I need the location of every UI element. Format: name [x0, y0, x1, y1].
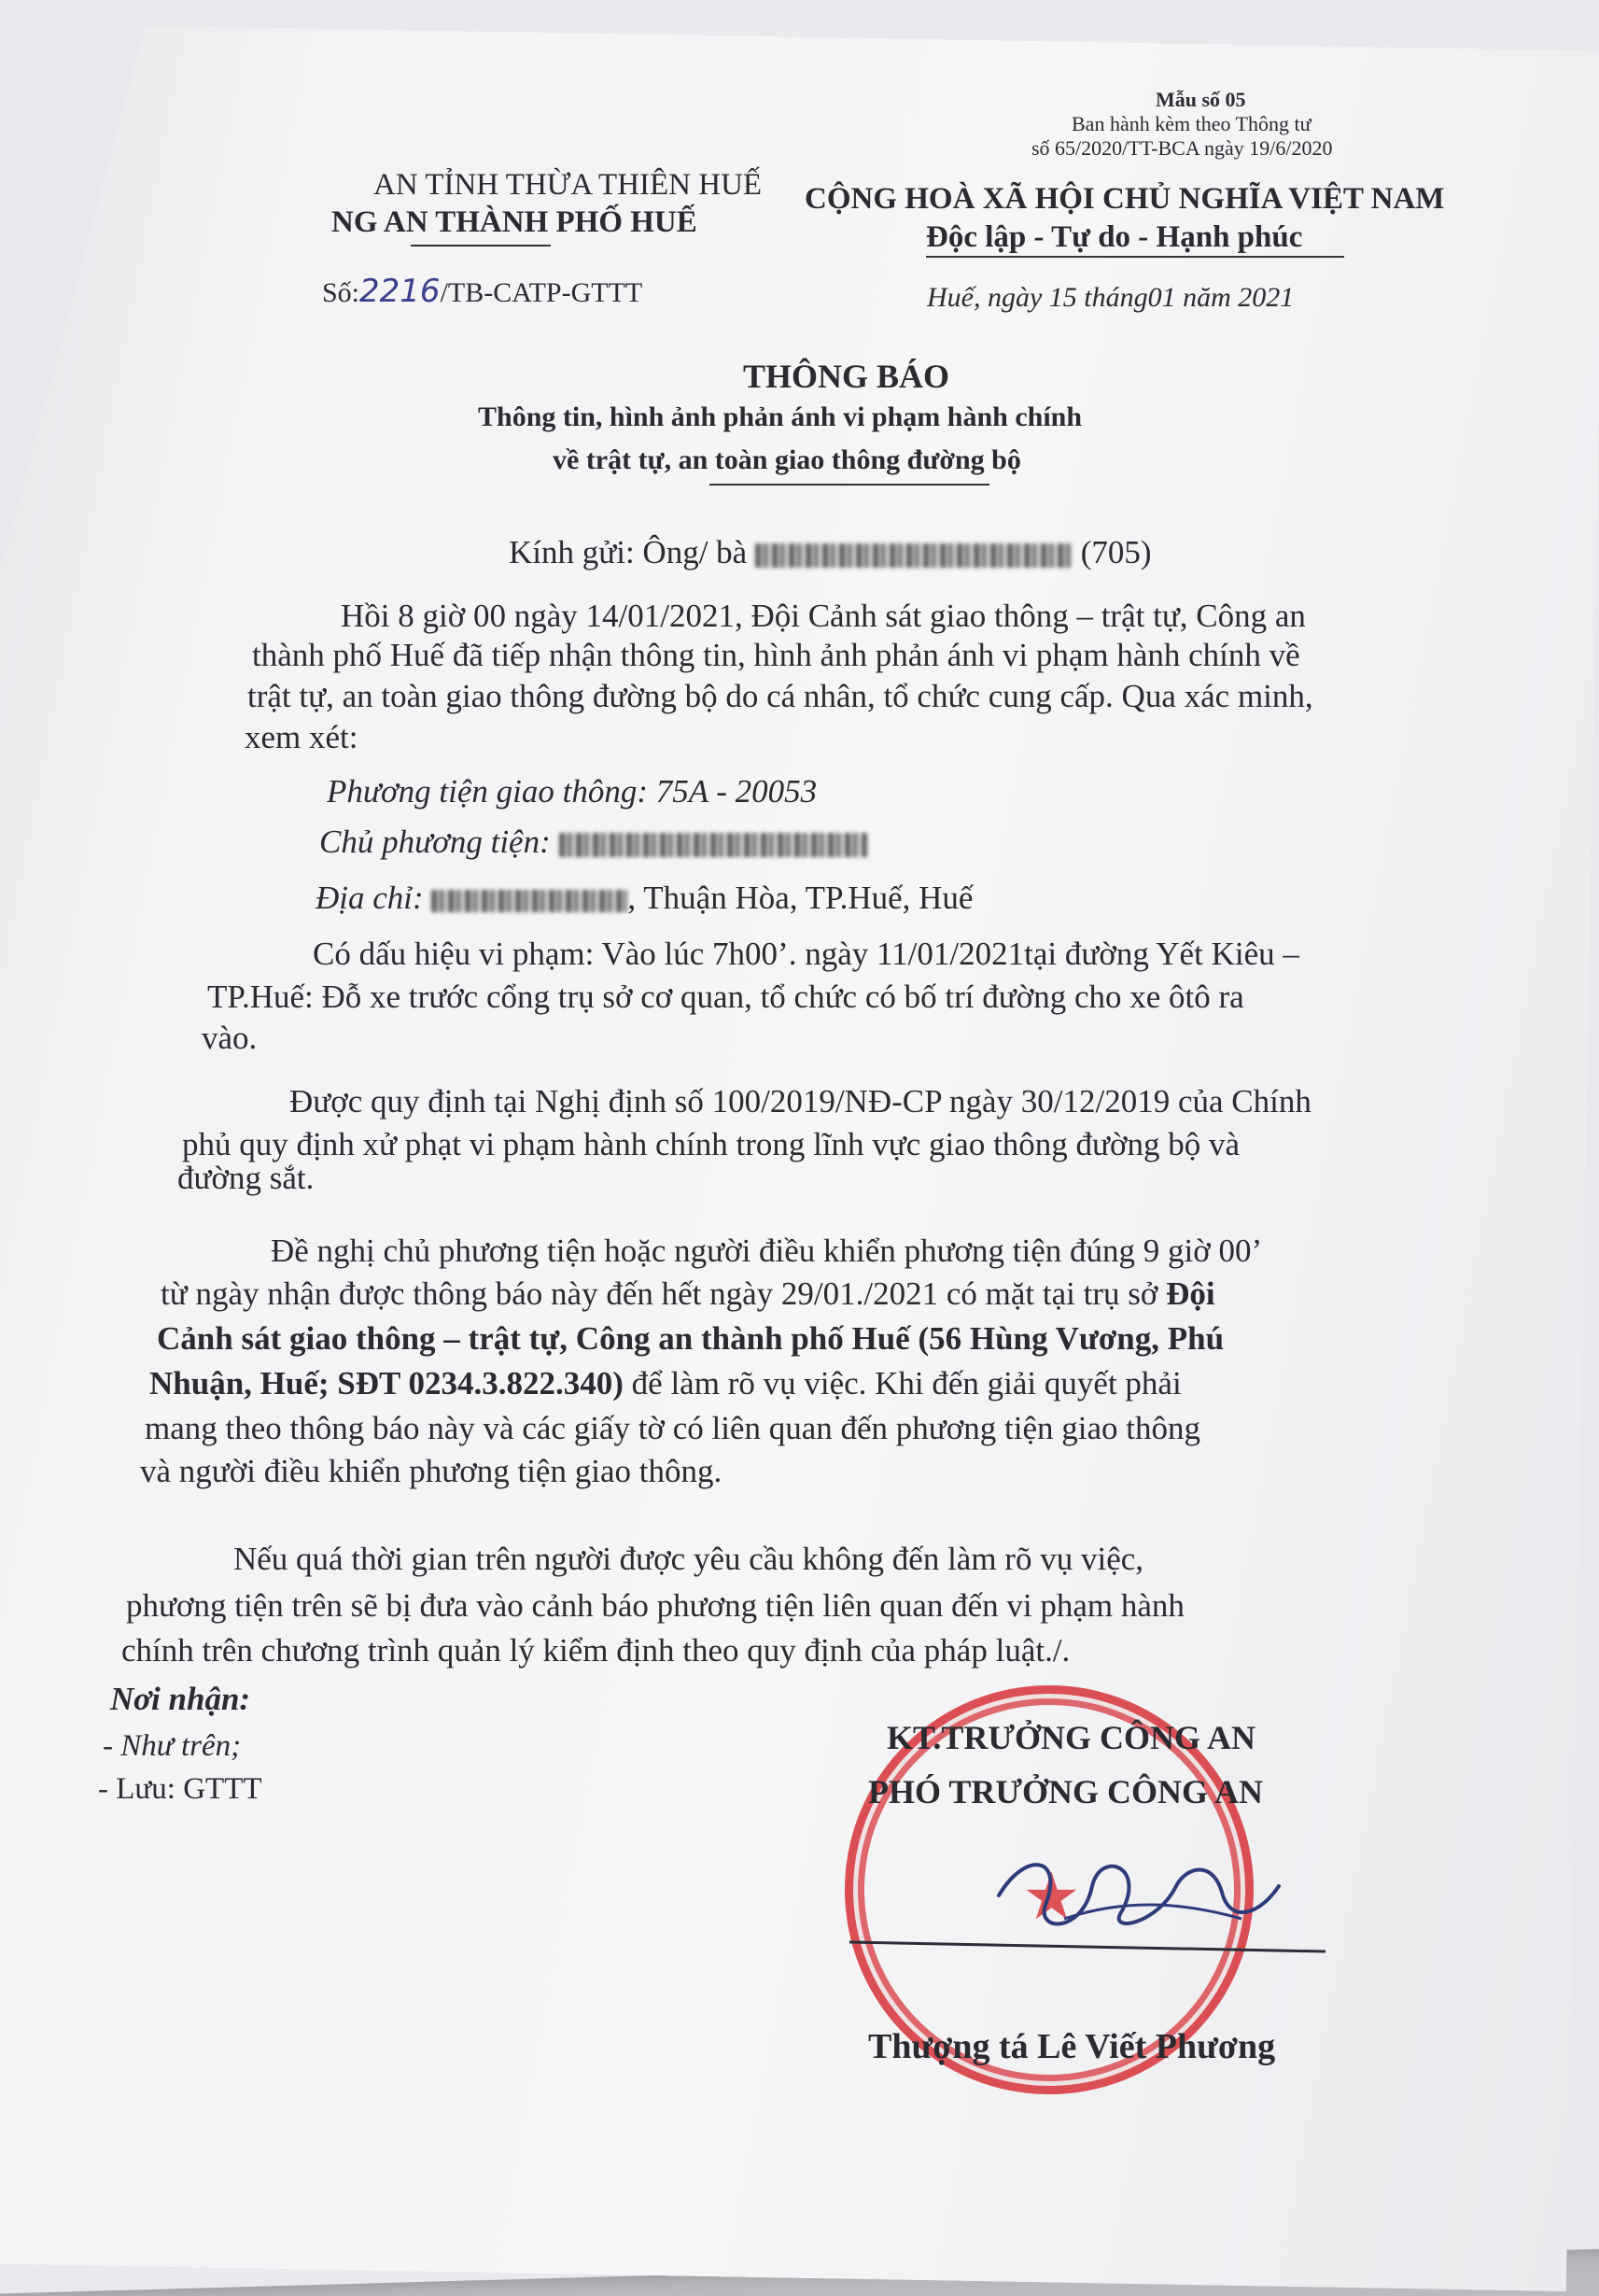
paragraph-receipt-line-4: xem xét: [245, 719, 358, 755]
national-motto: Độc lập - Tự do - Hạnh phúc [926, 220, 1303, 254]
form-circular: số 65/2020/TT-BCA ngày 19/6/2020 [1031, 136, 1333, 160]
document-subtitle-2: về trật tự, an toàn giao thông đường bộ [553, 444, 1021, 475]
agency-line-1: AN TỈNH THỪA THIÊN HUẾ [373, 168, 763, 202]
request-line-4: Nhuận, Huế; SĐT 0234.3.822.340) để làm rõ vụ việc. Khi đến giải quyết phải [149, 1365, 1182, 1402]
document-number: Số:2216/TB-CATP-GTTT [322, 273, 643, 310]
national-title: CỘNG HOÀ XÃ HỘI CHỦ NGHĨA VIỆT NAM [805, 182, 1445, 216]
warning-line-1: Nếu quá thời gian trên người được yêu cầu không đến làm rõ vụ việc, [233, 1541, 1144, 1577]
handwritten-number: 2216 [359, 273, 441, 310]
redacted-owner-name [559, 833, 867, 857]
owner-line: Chủ phương tiện: [319, 824, 867, 861]
recipient-line: Kính gửi: Ông/ bà (705) [509, 534, 1152, 570]
recipients-item-2: - Lưu: GTTT [98, 1772, 262, 1806]
signature-title-2: PHÓ TRƯỞNG CÔNG AN [868, 1773, 1264, 1810]
request-line-1: Đề nghị chủ phương tiện hoặc người điều khiển phương tiện đúng 9 giờ 00’ [271, 1233, 1263, 1269]
document-title: THÔNG BÁO [743, 358, 950, 395]
redacted-recipient-name [755, 543, 1073, 568]
recipients-item-1: - Như trên; [103, 1729, 242, 1763]
request-line-5: mang theo thông báo này và các giấy tờ có liên quan đến phương tiện giao thông [145, 1410, 1200, 1446]
stamp-star-icon: ★ [1022, 1858, 1081, 1935]
request-line-3: Cảnh sát giao thông – trật tự, Công an thành phố Huế (56 Hùng Vương, Phú [157, 1320, 1225, 1357]
title-underline [709, 484, 989, 486]
vehicle-plate: Phương tiện giao thông: 75A - 20053 [327, 773, 818, 810]
handwritten-signature [840, 1830, 1344, 1970]
address-line: Địa chỉ: , Thuận Hòa, TP.Huế, Huế [316, 880, 974, 916]
law-line-2: phủ quy định xử phạt vi phạm hành chính trong lĩnh vực giao thông đường bộ và [182, 1126, 1241, 1162]
form-issued-by: Ban hành kèm theo Thông tư [1072, 112, 1311, 135]
agency-line-2: NG AN THÀNH PHỐ HUẾ [331, 205, 697, 239]
form-number: Mẫu số 05 [1156, 88, 1246, 111]
motto-underline [926, 256, 1344, 258]
signer-name: Thượng tá Lê Viết Phương [868, 2027, 1276, 2066]
request-line-2: từ ngày nhận được thông báo này đến hết ngày 29/01./2021 có mặt tại trụ sở Đội [161, 1275, 1215, 1312]
request-line-6: và người điều khiển phương tiện giao thông. [140, 1453, 722, 1489]
document-subtitle-1: Thông tin, hình ảnh phản ánh vi phạm hành chính [478, 401, 1083, 432]
signature-title-1: KT.TRƯỞNG CÔNG AN [887, 1719, 1256, 1756]
law-line-1: Được quy định tại Nghị định số 100/2019/NĐ-CP ngày 30/12/2019 của Chính [289, 1083, 1311, 1120]
warning-line-2: phương tiện trên sẽ bị đưa vào cảnh báo phương tiện liên quan đến vi phạm hành [126, 1587, 1185, 1624]
recipients-heading: Nơi nhận: [110, 1681, 251, 1717]
violation-line-1: Có dấu hiệu vi phạm: Vào lúc 7h00’. ngày 11/01/2021tại đường Yết Kiêu – [313, 936, 1299, 972]
paragraph-receipt-line-3: trật tự, an toàn giao thông đường bộ do cá nhân, tổ chức cung cấp. Qua xác minh, [247, 678, 1313, 714]
document-date: Huế, ngày 15 tháng01 năm 2021 [927, 282, 1295, 313]
violation-line-2: TP.Huế: Đỗ xe trước cổng trụ sở cơ quan, tổ chức có bố trí đường cho xe ôtô ra [207, 979, 1244, 1015]
paragraph-receipt-line-1: Hồi 8 giờ 00 ngày 14/01/2021, Đội Cảnh sát giao thông – trật tự, Công an [341, 598, 1306, 634]
agency-underline [411, 245, 551, 247]
redacted-address [431, 890, 627, 912]
law-line-3: đường sắt. [177, 1160, 315, 1196]
warning-line-3: chính trên chương trình quản lý kiểm định theo quy định của pháp luật./. [121, 1632, 1071, 1669]
paragraph-receipt-line-2: thành phố Huế đã tiếp nhận thông tin, hình ảnh phản ánh vi phạm hành chính về [252, 637, 1300, 673]
violation-line-3: vào. [202, 1020, 258, 1056]
